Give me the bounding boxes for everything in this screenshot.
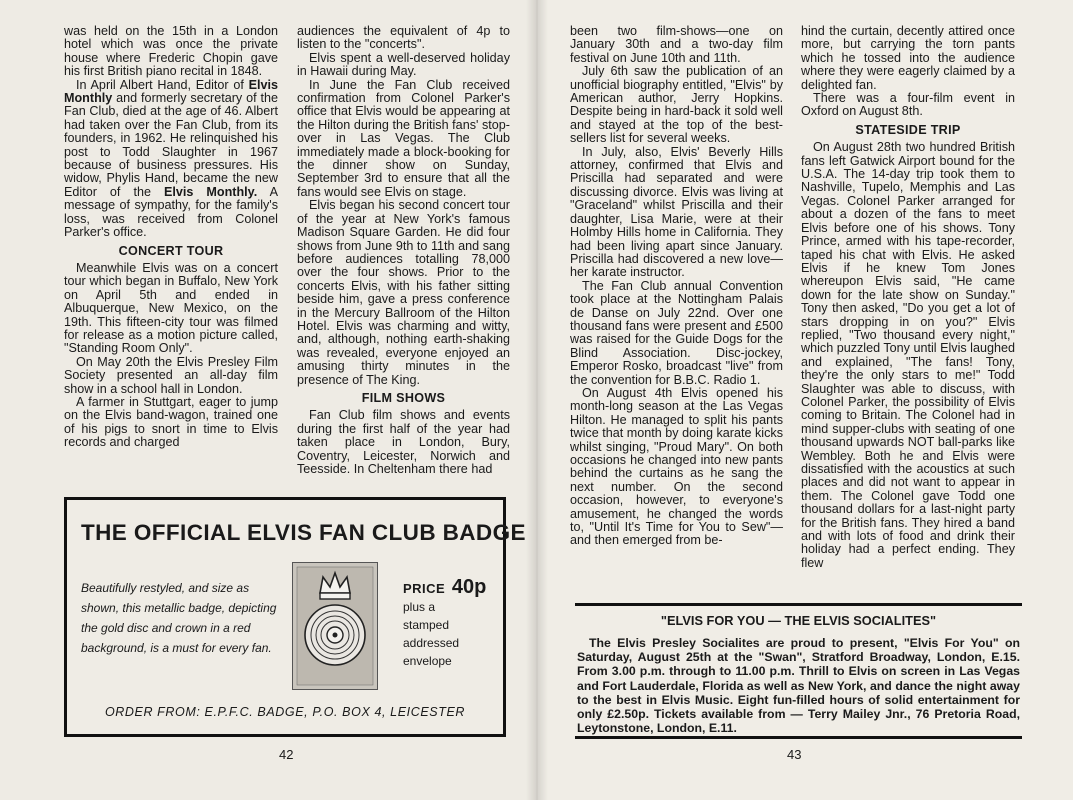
paragraph: There was a four-film event in Oxford on August 8th. bbox=[801, 91, 1015, 119]
price-note: stamped bbox=[403, 618, 450, 632]
left-page-column-1 bbox=[64, 25, 278, 450]
paragraph: been two film-shows—one on January 30th and a two-day film festival on June 10th and 11th. bbox=[570, 24, 783, 65]
paragraph: On May 20th the Elvis Presley Film Society presented an all-day film show in a school hall in London. bbox=[64, 354, 278, 396]
left-page-column-2 bbox=[297, 25, 510, 476]
paragraph: Meanwhile Elvis was on a concert tour which began in Buffalo, New York on April 5th and ended in Albuquerque, New Mexico, on the 19th. This fifteen-city tour was filmed for release as a motion picture called, "Standing Room Only". bbox=[64, 260, 278, 356]
text-run: and formerly secretary of the Fan Club, died at the age of 46. Albert had taken over the Fan Club, from its founders, in 1962. He relinquished his post to Todd Slaughter in 1967 because of business pressures. His widow, Phylis Hand, became the new Editor of the bbox=[64, 91, 278, 199]
left-page bbox=[0, 0, 536, 800]
section-heading: CONCERT TOUR bbox=[118, 243, 224, 258]
paragraph bbox=[64, 79, 278, 240]
right-page-column-2 bbox=[801, 25, 1015, 570]
publication-name: Elvis Monthly. bbox=[163, 184, 258, 199]
price-note: envelope bbox=[403, 654, 452, 668]
paragraph: Elvis spent a well-deserved holiday in Hawaii during May. bbox=[297, 50, 510, 79]
paragraph: was held on the 15th in a London hotel which was once the private house where Frederic Chopin gave his first British piano recital in 1848. bbox=[64, 24, 278, 79]
price-note: addressed bbox=[403, 636, 460, 650]
paragraph: July 6th saw the publication of an unofficial biography entitled, "Elvis" by American author, Jerry Hopkins. Despite being in hard-back it sold well and stayed at the top of the best-sellers list for several weeks. bbox=[570, 64, 783, 146]
text-run: In April Albert Hand, Editor of bbox=[76, 77, 249, 92]
paragraph: Fan Club film shows and events during the first half of the year had taken place in London, Bury, Coventry, Leicester, Norwich and Teesside. In Cheltenham there had bbox=[297, 408, 510, 476]
section-heading: STATESIDE TRIP bbox=[855, 122, 961, 137]
paragraph: The Fan Club annual Convention took place at the Nottingham Palais de Danse on July 22nd. Over one thousand fans were present and £500 was raised for the Guide Dogs for the Blind Association. Disc-jockey, Emperor Rosko, broadcast "live" from the convention for B.B.C. Radio 1. bbox=[570, 278, 783, 387]
badge-advertisement bbox=[64, 497, 526, 737]
paragraph: A farmer in Stuttgart, eager to jump on the Elvis band-wagon, trained one of his pigs to snort in time to Elvis records and charged bbox=[64, 394, 278, 450]
notice-title: "ELVIS FOR YOU — THE ELVIS SOCIALITES" bbox=[660, 613, 937, 628]
section-heading: FILM SHOWS bbox=[361, 390, 446, 405]
publication-name: Elvis Monthly bbox=[64, 77, 278, 106]
price-value: 40p bbox=[451, 576, 487, 598]
paragraph: In June the Fan Club received confirmation from Colonel Parker's office that Elvis would be appearing at the Hilton during the British fans' stop-over in Las Vegas. The Club immediately made a block-booking for the dinner show on Sunday, September 3rd to ensure that all the fans would see Elvis on stage. bbox=[297, 77, 510, 199]
badge-image bbox=[292, 562, 378, 690]
order-address: ORDER FROM: E.P.F.C. BADGE, P.O. BOX 4, LEICESTER bbox=[104, 705, 466, 719]
price-note: plus a bbox=[403, 600, 436, 614]
advertisement-title: THE OFFICIAL ELVIS FAN CLUB BADGE bbox=[81, 520, 526, 545]
paragraph: hind the curtain, decently attired once more, but carrying the torn pants which he tossed into the audience where they were eagerly claimed by a delighted fan. bbox=[801, 24, 1015, 92]
paragraph: Elvis began his second concert tour of the year at New York's famous Madison Square Garden. He did four shows from June 9th to 11th and sang before audiences totalling 78,000 over the four shows. Prior to the concerts Elvis, with his father sitting beside him, gave a press conference in the Mercury Ballroom of the Hilton Hotel. Elvis was charming and witty, and, although, nothing earth-shaking was revealed, everyone enjoyed an amusing thirty minutes in the presence of The King. bbox=[297, 198, 510, 387]
paragraph: audiences the equivalent of 4p to listen to the "concerts". bbox=[297, 24, 510, 52]
crown-disc-badge-icon bbox=[293, 563, 377, 689]
price-label: PRICE bbox=[403, 581, 446, 596]
notice-body: The Elvis Presley Socialites are proud to present, "Elvis For You" on Saturday, August 25th at the "Swan", Stratford Broadway, London, E.15. From 3.00 p.m. through to 11.00 p.m. Thrill to Elvis on screen in Las Vegas and Fort Lauderdale, Florida as well as New York, and dance the night away to the best in Elvis Music. Eight fun-filled hours of solid entertainment for only £2.50p. Tickets available from — Terry Mailey Jnr., 76 Pretoria Road, Leytonstone, London, E.11. bbox=[577, 636, 1020, 736]
page-number: 42 bbox=[279, 747, 294, 762]
paragraph: On August 4th Elvis opened his month-long season at the Las Vegas Hilton. He managed to split his pants twice that month by doing karate kicks whilst singing, "Proud Mary". On both occasions he changed into new pants behind the curtains as he sang the next number. On the second occasion, however, to everyone's amusement, he changed the words to, "Until It's Time for You to Sew"—and then emerged from be- bbox=[570, 385, 783, 548]
right-page-column-1 bbox=[570, 25, 783, 548]
advertisement-description: Beautifully restyled, and size as shown, this metallic badge, depicting the gold disc and crown in a red background, is a must for every fan. bbox=[81, 581, 277, 655]
paragraph: In July, also, Elvis' Beverly Hills attorney, confirmed that Elvis and Priscilla had separated and were discussing divorce. Elvis was living at "Graceland" whilst Priscilla and their daughter, Lisa Marie, were at their Holmby Hills home in California. They had been living apart since January. Priscilla had discovered a new love—her karate instructor. bbox=[570, 144, 783, 280]
price-block bbox=[403, 578, 486, 670]
text-run: A message of sympathy, for the family's loss, was received from Colonel Parker's office. bbox=[64, 184, 278, 240]
page-number: 43 bbox=[787, 747, 802, 762]
paragraph: On August 28th two hundred British fans left Gatwick Airport bound for the U.S.A. The 14-day trip took them to Nashville, Tupelo, Memphis and Las Vegas. Colonel Parker arranged for about a dozen of the fans to meet Elvis before one of his shows. Tony Prince, armed with his tape-recorder, taped his chat with Elvis. He asked Elvis if he knew Tom Jones whereupon Elvis said, "He came down for the late show on Sunday." Tony then asked, "Do you get a lot of stars dropping in on you?" Elvis replied, "Two thousand every night," which puzzled Tony until Elvis laughed and explained, "The fans! Tony, they're the only stars to me!" Todd Slaughter was able to discuss, with Colonel Parker, the possibility of Elvis coming to Britain. The Colonel had in mind supper-clubs with seating of one thousand upwards NOT ball-parks like Wembley. Both he and Elvis were dissatisfied with the acoustics at such places and did not want to appear in them. The Colonel gave Todd one thousand dollars for a last-night party for the British fans. They hired a band and with lots of food and drink their holiday had a perfect ending. They flew bbox=[801, 140, 1015, 570]
page-gutter bbox=[526, 0, 548, 800]
socialites-notice bbox=[575, 603, 1022, 739]
